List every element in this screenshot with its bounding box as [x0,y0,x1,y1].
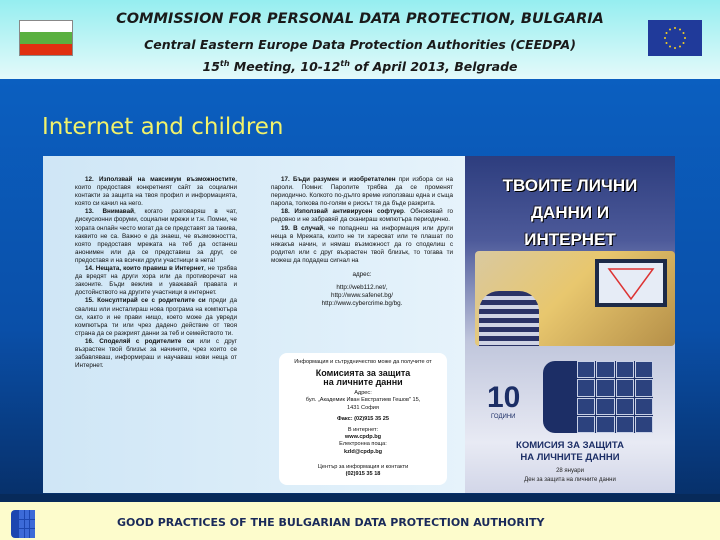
addr-line-1: бул. „Академик Иван Евстратиев Гешов" 15, [305,397,421,404]
brochure-inner-pages [43,156,465,493]
mail: kzld@cpdp.bg [343,448,383,455]
info-intro: Информация и сътрудничество може да получите от [294,359,432,365]
tip-19: 19. В случай, че попаднеш на информация или други неща в Мрежата, които не ти харесват или те плашат по някакъв начин, и нямаш възможност да го споделиш с родител или с друг възрастен твой близък, то тогава ти можеш да подадеш сигнал на [271,224,454,264]
addr-line-2: 1431 София [347,404,379,411]
cover-title: ТВОИТЕ ЛИЧНИ ДАННИ И ИНТЕРНЕТ [502,176,638,249]
years-label: ГОДИНИ [491,414,516,420]
addr-label: Адрес: [354,390,372,397]
child-at-computer-photo [475,251,675,346]
info-org: Комисията за защита на личните данни [315,368,411,388]
footer-divider [0,494,720,502]
center-label: Център за информация и контакти [317,463,409,470]
brochure-cover [465,156,675,493]
brochure-image [43,156,675,493]
tip-15: 15. Консултирай се с родителите си преди да свалиш или инсталираш нова програма на компютъра си, както и не прави нищо, което може да увреди компютъра ти или чрез дадено действие от твоя страна да се разкрият данни за теб и семейството ти. [75,297,237,337]
header-line-1: COMMISSION FOR PERSONAL DATA PROTECTION, BULGARIA [116,11,604,27]
link-cybercrime: http://www.cybercrime.bg/bg. [321,300,403,308]
report-addresses [271,271,453,308]
tip-17: 17. Бъди разумен и изобретателен при избора си на пароли. Помни: Паролите трябва да се променят периодично. Колкото по-дълго време използваш една и съща парола, толкова по-голям е рискът тя да бъде разкрита. [271,176,453,208]
link-safenet: http://www.safenet.bg/ [331,292,393,300]
brochure-column-2 [271,176,453,308]
ten-years-number: 10 [487,381,521,414]
slide-title: Internet and children [42,114,284,140]
contact-info-box [279,353,447,485]
tip-16: 16. Споделяй с родителите си или с друг възрастен твой близък за начините, чрез които се забавляваш, информираш и научаваш нови неща от Интернет. [75,337,237,370]
tip-18: 18. Използвай антивирусен софтуер. Обновявай го редовно и не забравяй да сканираш компютъра периодично. [271,208,453,224]
address-label: адрес: [352,271,372,279]
link-web112: http://web112.net/, [336,284,388,292]
slide-header [0,0,720,79]
web-label: В интернет: [347,427,379,434]
fax: Факс: (02)915 35 25 [337,415,389,422]
cover-org-name: КОМИСИЯ ЗА ЗАЩИТА НА ЛИЧНИТЕ ДАННИ [516,440,624,463]
header-line-3: 15th Meeting, 10-12th of April 2013, Belgrade [202,59,518,75]
cpdp-logo-icon [543,361,653,433]
cpdp-logo-icon [11,510,35,538]
monitor-warning-icon [595,259,667,307]
eu-flag-icon [648,20,702,56]
slide-footer [0,502,720,540]
tip-14: 14. Нещата, които правиш в Интернет, не трябва да вредят на други хора или да противоречат на законите. Бъди вежлив и уважавай правата и достойнството на другите участници в интернет. [75,265,237,297]
tip-13: 13. Внимавай, когато разговаряш в чат, дискусионни форуми, социални мрежи и т.н. Помни, че хората онлайн често могат да се представят за такива, каквито не са. Важно е да знаеш, че възможността, която предоставя мрежата на теб да останеш анонимен или да се представиш за друг, се предоставя и на всички други участници в нета! [75,208,237,264]
child-figure [479,291,539,346]
cover-date: 28 януари Ден за защита на личните данни [524,468,616,483]
footer-text: GOOD PRACTICES OF THE BULGARIAN DATA PROTECTION AUTHORITY [117,516,545,529]
web: www.cpdp.bg [344,434,382,441]
header-line-2: Central Eastern Europe Data Protection Authorities (CEEDPA) [144,37,576,52]
mail-label: Електронна поща: [339,441,387,448]
center-phone: (02)915 35 18 [345,471,381,478]
tip-12: 12. Използвай на максимум възможностите, които предоставя конкретният сайт за социални контакти за защита на твоя профил и информацията, която си качил на него. [75,176,237,208]
brochure-column-1 [75,176,237,370]
